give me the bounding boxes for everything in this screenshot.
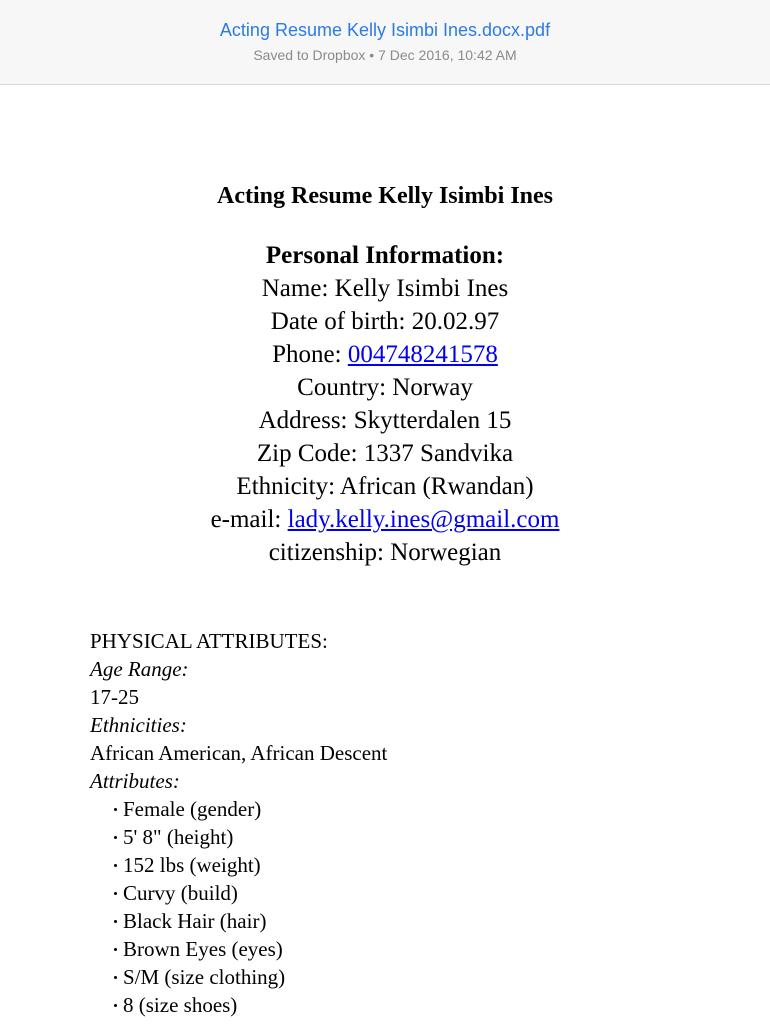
ethnicities-value: African American, African Descent [90,741,388,765]
bullet-icon [114,920,117,923]
phone-link[interactable]: 004748241578 [347,341,498,368]
list-item: 152 lbs (weight) [90,851,387,879]
email-label: e-mail: [210,506,288,533]
bullet-icon [114,808,117,811]
list-item: Brown Eyes (eyes) [90,935,387,963]
attributes-list [90,795,387,1019]
saved-status: Saved to Dropbox • 7 Dec 2016, 10:42 AM [253,47,517,63]
citizenship-line: citizenship: Norwegian [268,539,502,566]
document-page [0,85,770,1024]
age-range-value: 17-25 [90,685,139,709]
country-line: Country: Norway [297,374,473,401]
document-header [0,0,770,85]
file-name-title[interactable]: Acting Resume Kelly Isimbi Ines.docx.pdf [219,20,551,40]
email-link[interactable]: lady.kelly.ines@gmail.com [287,506,560,533]
list-item: Curvy (build) [90,879,387,907]
personal-info-heading: Personal Information: [265,242,505,269]
physical-attributes-section [90,627,387,1019]
bullet-icon [114,836,117,839]
dob-line: Date of birth: 20.02.97 [270,308,500,335]
age-range-label: Age Range: [90,657,189,681]
phone-label: Phone: [272,341,348,368]
bullet-icon [114,1004,117,1007]
email-line [0,503,770,536]
document-title: Acting Resume Kelly Isimbi Ines [217,183,553,209]
bullet-icon [114,892,117,895]
list-item: 8 (size shoes) [90,991,387,1019]
list-item: Female (gender) [90,795,387,823]
physical-attributes-heading: PHYSICAL ATTRIBUTES: [90,629,328,653]
zip-line: Zip Code: 1337 Sandvika [256,440,514,467]
list-item: Black Hair (hair) [90,907,387,935]
list-item: S/M (size clothing) [90,963,387,991]
bullet-icon [114,976,117,979]
ethnicity-line: Ethnicity: African (Rwandan) [236,473,534,500]
ethnicities-label: Ethnicities: [90,713,187,737]
attributes-label: Attributes: [90,769,180,793]
address-line: Address: Skytterdalen 15 [258,407,512,434]
bullet-icon [114,948,117,951]
list-item: 5' 8" (height) [90,823,387,851]
phone-line [0,338,770,371]
bullet-icon [114,864,117,867]
name-line: Name: Kelly Isimbi Ines [261,275,509,302]
personal-info-list [0,272,770,569]
